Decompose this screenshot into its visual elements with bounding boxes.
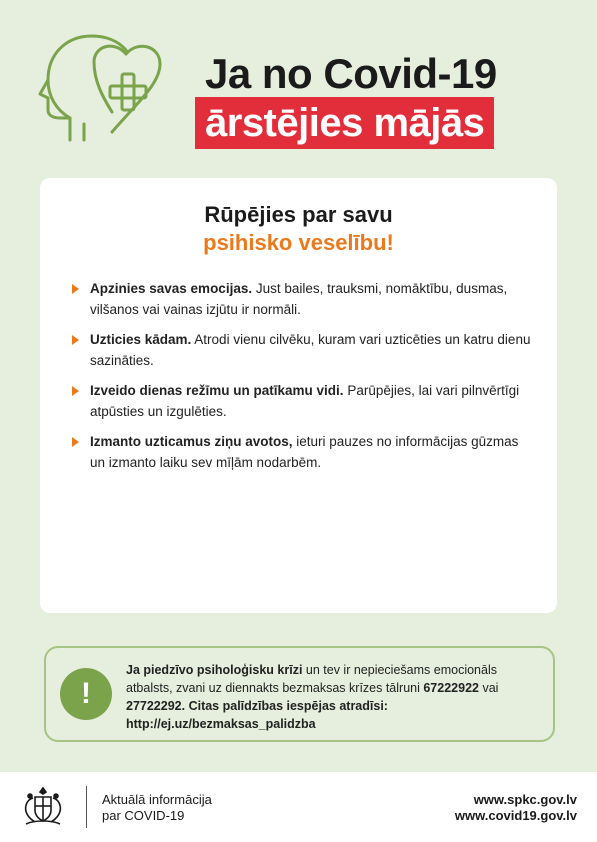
footer-info-line-2: par COVID-19 bbox=[102, 808, 185, 823]
footer-info-line-1: Aktuālā informācija bbox=[102, 792, 212, 807]
mental-health-card bbox=[40, 178, 557, 613]
card-heading: Rūpējies par savu bbox=[204, 202, 393, 227]
title-line-2: ārstējies mājās bbox=[195, 97, 494, 149]
orange-arrow-icon bbox=[72, 437, 79, 447]
item-text: Parūpējies, lai vari pilnvērtīgi atpūsties un izgulēties. bbox=[90, 383, 520, 419]
item-text: Just bailes, trauksmi, nomāktību, dusmas, vilšanos vai vainas izjūtu ir normāli. bbox=[90, 281, 508, 317]
latvia-coat-of-arms-icon bbox=[18, 784, 68, 828]
list-item bbox=[72, 431, 532, 473]
link-spkc[interactable]: www.spkc.gov.lv bbox=[473, 792, 577, 807]
note-lead: Ja piedzīvo psiholoģisku krīzi bbox=[126, 663, 303, 677]
orange-arrow-icon bbox=[72, 284, 79, 294]
footer-divider bbox=[86, 786, 87, 828]
item-text: ieturi pauzes no informācijas gūzmas un izmanto laiku sev mīļām nodarbēm. bbox=[90, 434, 519, 470]
exclamation-icon: ! bbox=[60, 668, 112, 720]
phone-number-2: 27722292. bbox=[126, 699, 186, 713]
advice-list bbox=[72, 278, 532, 482]
item-text: Atrodi vienu cilvēku, kuram vari uzticēties un katru dienu sazināties. bbox=[90, 332, 531, 368]
list-item bbox=[72, 380, 532, 422]
phone-number-1: 67222922 bbox=[423, 681, 479, 695]
footer-links bbox=[455, 792, 577, 824]
crisis-help-note bbox=[44, 646, 555, 742]
footer bbox=[0, 772, 597, 842]
orange-arrow-icon bbox=[72, 386, 79, 396]
link-covid19[interactable]: www.covid19.gov.lv bbox=[454, 808, 577, 823]
footer-info bbox=[102, 792, 212, 824]
item-lead: Apzinies savas emocijas. bbox=[90, 281, 253, 296]
note-text-2: vai bbox=[478, 681, 499, 695]
head-heart-plus-icon bbox=[36, 22, 166, 152]
note-help-link[interactable]: Citas palīdzības iespējas atradīsi: http://ej.uz/bezmaksas_palidzba bbox=[126, 699, 388, 731]
list-item bbox=[72, 329, 532, 371]
note-text-1: un tev ir nepieciešams emocionāls atbalsts, zvani uz diennakts bezmaksas krīzes tālruni bbox=[126, 663, 497, 695]
item-lead: Izveido dienas režīmu un patīkamu vidi. bbox=[90, 383, 344, 398]
list-item bbox=[72, 278, 532, 320]
orange-arrow-icon bbox=[72, 335, 79, 345]
card-subheading: psihisko veselību! bbox=[203, 230, 394, 255]
title-line-1: Ja no Covid-19 bbox=[205, 50, 497, 97]
item-lead: Izmanto uzticamus ziņu avotos, bbox=[90, 434, 293, 449]
item-lead: Uzticies kādam. bbox=[90, 332, 192, 347]
crisis-help-text bbox=[126, 661, 546, 733]
